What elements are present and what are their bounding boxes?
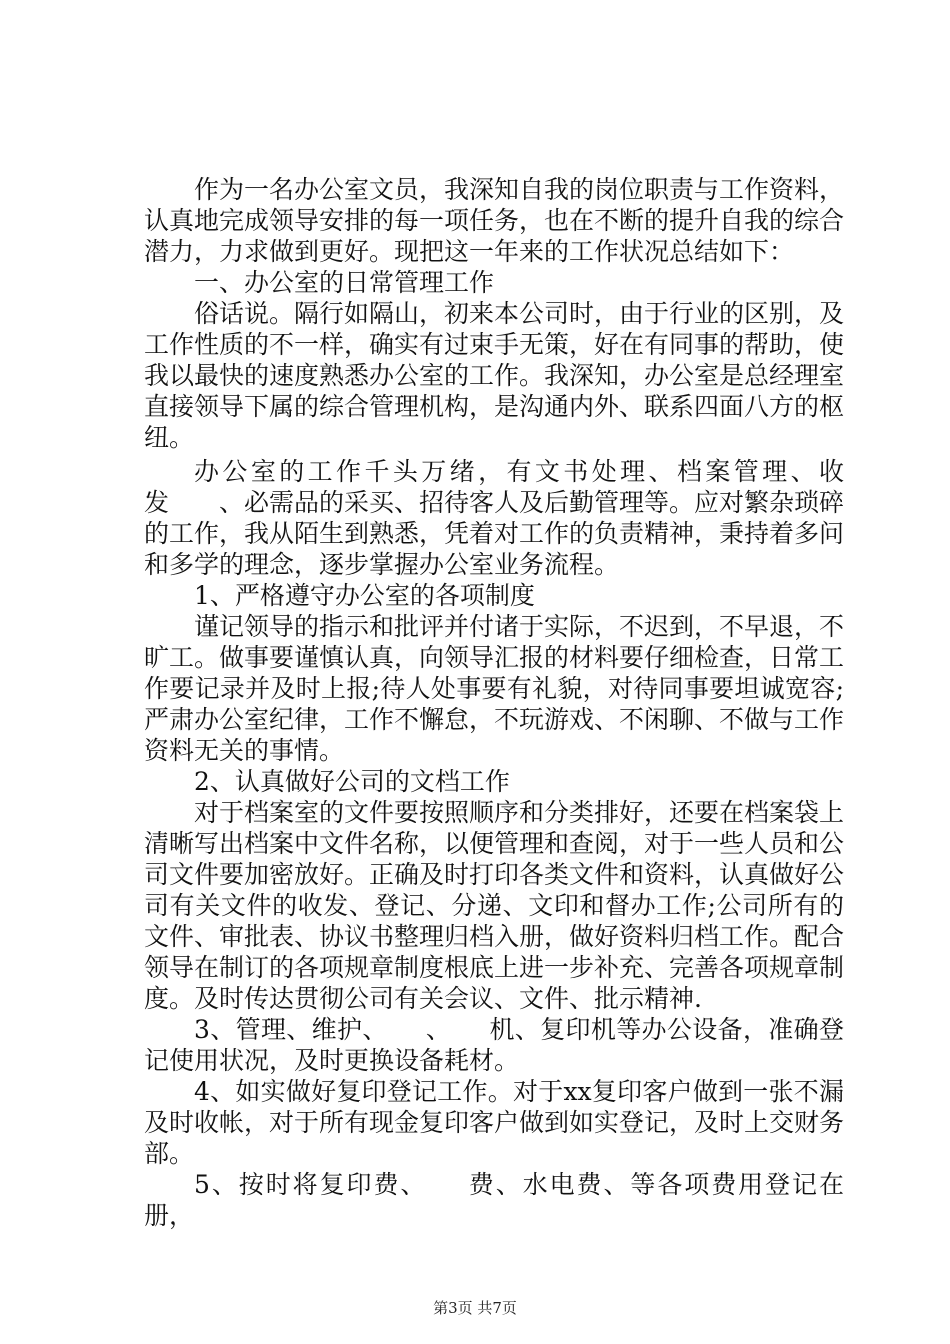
paragraph-office-duties: 办公室的工作千头万绪，有文书处理、档案管理、收发 、必需品的采买、招待客人及后勤管理等。应对繁杂琐碎的工作，我从陌生到熟悉，凭着对工作的负责精神，秉持着多问和多学的理念，逐步掌握办公室业务流程。 (144, 457, 845, 579)
paragraph-office-rules: 谨记领导的指示和批评并付诸于实际，不迟到，不早退，不旷工。做事要谨慎认真，向领导汇报的材料要仔细检查，日常工作要记录并及时上报;待人处事要有礼貌，对待同事要坦诚宽容;严肃办公室纪律，工作不懈怠，不玩游戏、不闲聊、不做与工作资料无关的事情。 (144, 612, 845, 765)
intro-paragraph: 作为一名办公室文员，我深知自我的岗位职责与工作资料，认真地完成领导安排的每一项任务，也在不断的提升自我的综合潜力，力求做到更好。现把这一年来的工作状况总结如下： (144, 175, 845, 266)
paragraph-proverb: 俗话说。隔行如隔山，初来本公司时，由于行业的区别，及工作性质的不一样，确实有过束手无策，好在有同事的帮助，使我以最快的速度熟悉办公室的工作。我深知，办公室是总经理室直接领导下属的综合管理机构，是沟通内外、联系四面八方的枢纽。 (144, 299, 845, 452)
section-heading-daily-management: 一、办公室的日常管理工作 (194, 268, 495, 297)
subheading-document-work: 2、认真做好公司的文档工作 (194, 767, 510, 796)
document-body (144, 174, 844, 1231)
paragraph-equipment: 3、管理、维护、 、 机、复印机等办公设备，准确登记使用状况，及时更换设备耗材。 (144, 1015, 844, 1075)
paragraph-fees: 5、按时将复印费、 费、水电费、等各项费用登记在册， (144, 1170, 844, 1230)
subheading-office-rules: 1、严格遵守办公室的各项制度 (194, 581, 535, 610)
paragraph-copy-registration: 4、如实做好复印登记工作。对于xx复印客户做到一张不漏及时收帐，对于所有现金复印客户做到如实登记，及时上交财务部。 (144, 1077, 845, 1168)
page-number-footer: 第3页 共7页 (433, 1299, 517, 1317)
paragraph-document-work: 对于档案室的文件要按照顺序和分类排好，还要在档案袋上清晰写出档案中文件名称，以便管理和查阅，对于一些人员和公司文件要加密放好。正确及时打印各类文件和资料，认真做好公司有关文件的收发、登记、分递、文印和督办工作;公司所有的文件、审批表、协议书整理归档入册，做好资料归档工作。配合领导在制订的各项规章制度根底上进一步补充、完善各项规章制度。及时传达贯彻公司有关会议、文件、批示精神. (144, 798, 845, 1013)
